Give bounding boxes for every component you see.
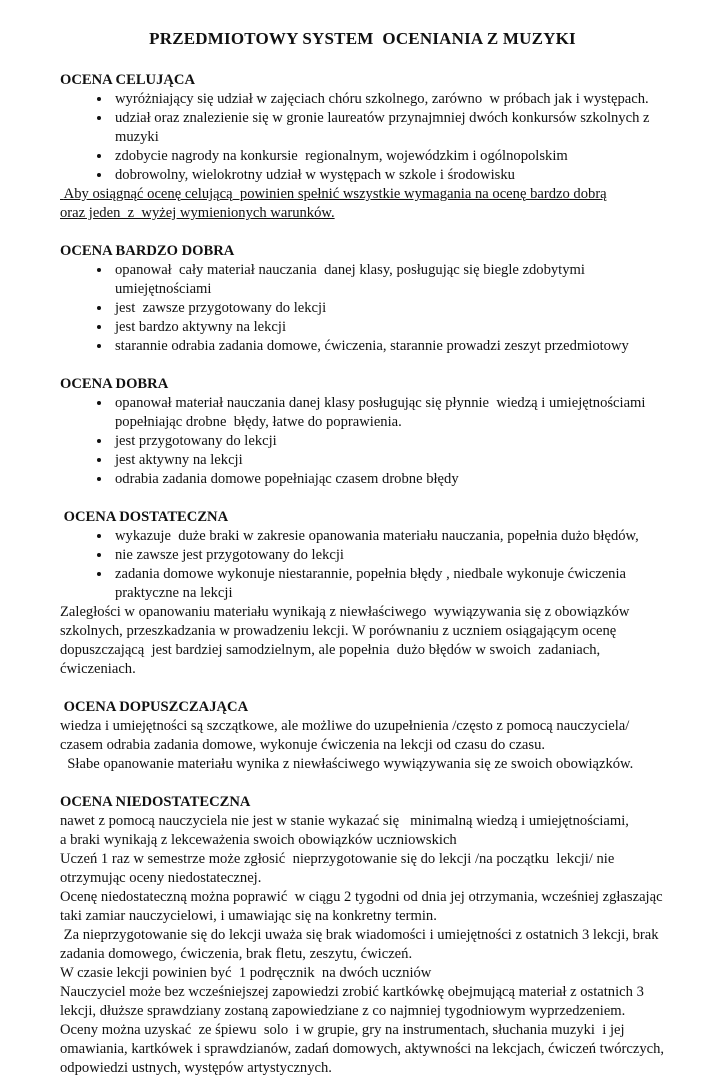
section-heading: OCENA BARDZO DOBRA bbox=[60, 243, 235, 259]
bullet-list bbox=[60, 261, 665, 356]
section-heading: OCENA DOSTATECZNA bbox=[60, 509, 229, 525]
page-title: PRZEDMIOTOWY SYSTEM OCENIANIA Z MUZYKI bbox=[149, 29, 576, 48]
section-text-line: nawet z pomocą nauczyciela nie jest w stanie wykazać się minimalną wiedzą i umiejętnościami, bbox=[60, 813, 629, 829]
section-heading: OCENA DOBRA bbox=[60, 376, 169, 392]
bullet-item: • zadania domowe wykonuje niestarannie, popełnia błędy , niedbale wykonuje ćwiczenia praktyczne na lekcji bbox=[112, 565, 665, 603]
section-text-line: wiedza i umiejętności są szczątkowe, ale możliwe do uzupełnienia /często z pomocą nauczyciela/ bbox=[60, 718, 630, 734]
underlined-note-line: Aby osiągnąć ocenę celującą powinien spełnić wszystkie wymagania na ocenę bardzo dobrą bbox=[60, 186, 607, 202]
section-note: Zaległości w opanowaniu materiału wynikają z niewłaściwego wywiązywania się z obowiązków szkolnych, przeszkadzania w prowadzeniu lekcji. W porównaniu z uczniem osiągającym ocenę dopuszczającą jest bardziej samodzielnym, ale popełnia dużo błędów w swoich zadaniach, ćwiczeniach. bbox=[60, 604, 634, 677]
bullet-list bbox=[60, 527, 665, 603]
bullet-list bbox=[60, 394, 665, 489]
section-ocena-celujaca bbox=[60, 71, 665, 223]
bullet-item: • zdobycie nagrody na konkursie regionalnym, wojewódzkim i ogólnopolskim bbox=[112, 147, 665, 166]
underlined-note-line: oraz jeden z wyżej wymienionych warunków. bbox=[60, 205, 335, 221]
section-text-line: a braki wynikają z lekceważenia swoich obowiązków uczniowskich bbox=[60, 832, 457, 848]
section-heading: OCENA DOPUSZCZAJĄCA bbox=[60, 699, 249, 715]
body-paragraph: W czasie lekcji powinien być 1 podręcznik na dwóch uczniów bbox=[60, 965, 432, 981]
bullet-item: • nie zawsze jest przygotowany do lekcji bbox=[112, 546, 665, 565]
bullet-item: • jest zawsze przygotowany do lekcji bbox=[112, 299, 665, 318]
body-paragraph: Za nieprzygotowanie się do lekcji uważa się brak wiadomości i umiejętności z ostatnich 3 lekcji, brak zadania domowego, ćwiczenia, brak fletu, zeszytu, ćwiczeń. bbox=[60, 927, 663, 962]
bullet-item: • udział oraz znalezienie się w gronie laureatów przynajmniej dwóch konkursów szkolnych z muzyki bbox=[112, 109, 665, 147]
bullet-list bbox=[60, 90, 665, 185]
body-paragraph: Ocenę niedostateczną można poprawić w ciągu 2 tygodni od dnia jej otrzymania, wcześniej zgłaszając taki zamiar nauczycielowi, i umawiając się na konkretny termin. bbox=[60, 889, 667, 924]
section-ocena-niedostateczna bbox=[60, 793, 665, 850]
bullet-item: • dobrowolny, wielokrotny udział w występach w szkole i środowisku bbox=[112, 166, 665, 185]
body-paragraph: Uczeń 1 raz w semestrze może zgłosić nieprzygotowanie się do lekcji /na początku lekcji/ nie otrzymując oceny niedostatecznej. bbox=[60, 851, 618, 886]
bullet-item: • jest przygotowany do lekcji bbox=[112, 432, 665, 451]
closing-paragraph: Oceny można uzyskać ze śpiewu solo i w grupie, gry na instrumentach, słuchania muzyki i jej omawiania, kartkówek i sprawdzianów, zadań domowych, aktywności na lekcjach, ćwiczeń twórczych, odpowiedzi ustnych, występów artystycznych. bbox=[60, 1022, 668, 1076]
bullet-item: • starannie odrabia zadania domowe, ćwiczenia, starannie prowadzi zeszyt przedmiotowy bbox=[112, 337, 665, 356]
section-ocena-dobra bbox=[60, 375, 665, 489]
bullet-item: • jest aktywny na lekcji bbox=[112, 451, 665, 470]
section-ocena-dopuszczajaca bbox=[60, 698, 665, 774]
bullet-item: • opanował materiał nauczania danej klasy posługując się płynnie wiedzą i umiejętnościami popełniając drobne błędy, łatwe do poprawienia. bbox=[112, 394, 665, 432]
bullet-item: • wyróżniający się udział w zajęciach chóru szkolnego, zarówno w próbach jak i występach. bbox=[112, 90, 665, 109]
bullet-item: • odrabia zadania domowe popełniając czasem drobne błędy bbox=[112, 470, 665, 489]
section-text-line: Słabe opanowanie materiału wynika z niewłaściwego wywiązywania się ze swoich obowiązków. bbox=[60, 756, 634, 772]
bullet-item: • wykazuje duże braki w zakresie opanowania materiału nauczania, popełnia dużo błędów, bbox=[112, 527, 665, 546]
section-ocena-dostateczna bbox=[60, 508, 665, 679]
body-paragraph: Nauczyciel może bez wcześniejszej zapowiedzi zrobić kartkówkę obejmującą materiał z ostatnich 3 lekcji, dłuższe sprawdziany zostaną zapowiedziane z co najmniej tygodniowym wyprzedzeniem. bbox=[60, 984, 648, 1019]
section-text-line: czasem odrabia zadania domowe, wykonuje ćwiczenia na lekcji od czasu do czasu. bbox=[60, 737, 546, 753]
section-heading: OCENA CELUJĄCA bbox=[60, 72, 196, 88]
rules-block bbox=[60, 850, 668, 1078]
bullet-item: • opanował cały materiał nauczania danej klasy, posługując się biegle zdobytymi umiejętnościami bbox=[112, 261, 665, 299]
bullet-item: • jest bardzo aktywny na lekcji bbox=[112, 318, 665, 337]
section-heading: OCENA NIEDOSTATECZNA bbox=[60, 794, 251, 810]
section-ocena-bardzo-dobra bbox=[60, 242, 665, 356]
